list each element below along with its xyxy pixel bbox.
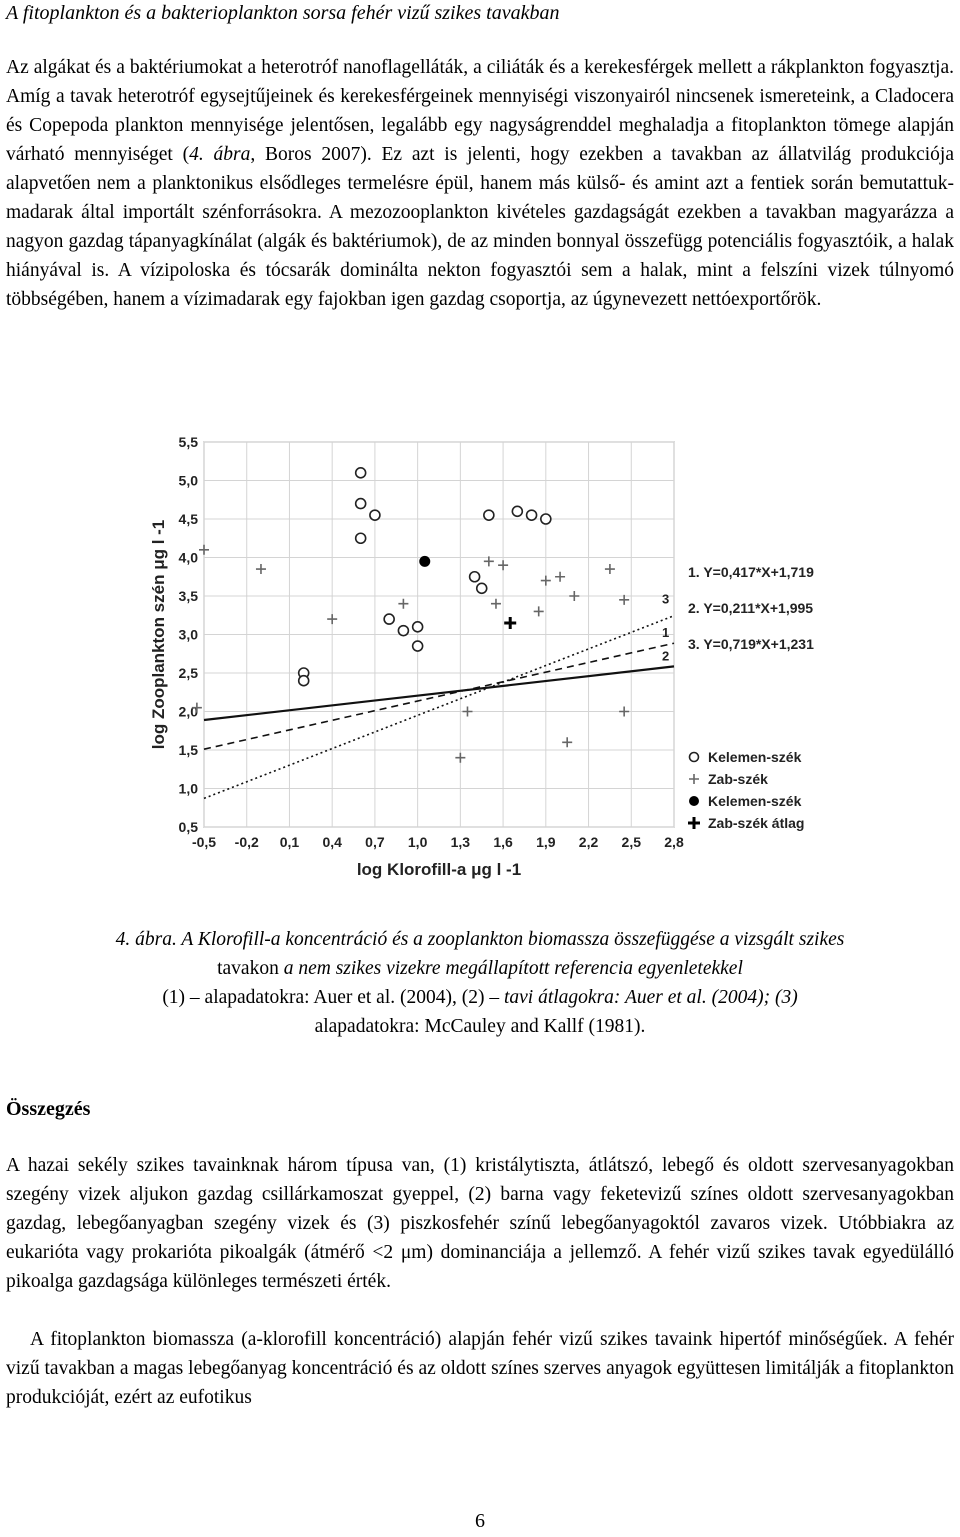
- caption-text-f: alapadatokra: McCauley and Kallf (1981).: [314, 1016, 646, 1037]
- summary-heading: Összegzés: [6, 1098, 91, 1120]
- intro-paragraph: [6, 53, 954, 314]
- line-number-1: 1: [662, 625, 670, 641]
- x-tick-label: 2,2: [578, 834, 599, 850]
- data-point-kelemen: [484, 510, 494, 520]
- caption-line-2: [0, 954, 960, 983]
- data-point-kelemen: [413, 622, 423, 632]
- y-tick-label: 0,5: [178, 819, 198, 835]
- data-point-kelemen: [299, 676, 309, 686]
- y-tick-label: 4,5: [178, 511, 198, 527]
- y-tick-label: 3,0: [178, 626, 198, 643]
- line-number-2: 2: [662, 648, 670, 664]
- data-point-kelemen: [356, 533, 366, 543]
- data-point-kelemen: [512, 506, 522, 516]
- intro-text-b: , Boros 2007). Ez azt is jelenti, hogy ezekben a tavakban az állatvilág produkciója alapvetően nem a planktonikus elsődleges termelésre épül, hanem más külső- és amint azt a fentiek során bemutattuk- madarak által importált szénforrásokra. A mezozooplankton kivételes gazdagságát ezekben a tavakban magyarázza a nagyon gazdag tápanyagkínálat (algák és baktériumok), de az minden bonnyal összefügg potenciális fogyasztóik, a halak hiányával is. A vízipoloska és tócsarák dominálta nekton fogyasztói sem a halak, mint a felszíni vizek túlnyomó többségében, hanem a vízimadarak egy fajokban igen gazdag csoportja, az úgynevezett nettóexportőrök.: [6, 144, 955, 310]
- x-tick-label: 0,1: [279, 834, 300, 850]
- y-tick-label: 5,0: [178, 472, 198, 489]
- data-point-kelemen: [398, 626, 408, 636]
- caption-label: 4. ábra.: [115, 929, 177, 950]
- legend-label: Zab-szék: [708, 771, 768, 787]
- data-point-kelemen: [356, 499, 366, 509]
- legend-marker-open-circle: [690, 753, 699, 762]
- data-point-kelemen: [470, 572, 480, 582]
- caption-text-d: (1) – alapadatokra: Auer et al. (2004), (2) –: [162, 987, 504, 1008]
- x-tick-label: 0,4: [322, 834, 342, 850]
- y-tick-label: 4,0: [178, 549, 198, 566]
- x-tick-label: 2,8: [664, 834, 684, 850]
- legend-marker-filled-circle: [689, 796, 699, 806]
- data-point-kelemen: [384, 614, 394, 624]
- x-tick-label: 1,0: [407, 834, 428, 850]
- caption-text-e: tavi átlagokra: Auer et al. (2004); (3): [503, 987, 798, 1008]
- y-tick-label: 5,5: [178, 434, 198, 450]
- y-tick-label: 1,0: [178, 780, 198, 797]
- data-point-kelemen: [370, 510, 380, 520]
- caption-line-1: [0, 925, 960, 954]
- x-tick-label: 0,7: [365, 834, 385, 850]
- figure-reference: 4. ábra: [189, 144, 251, 165]
- scatter-chart: [140, 432, 840, 892]
- caption-line-4: [0, 1012, 960, 1041]
- data-point-kelemen: [477, 583, 487, 593]
- y-tick-label: 2,5: [178, 665, 198, 681]
- y-tick-label: 3,5: [178, 588, 198, 604]
- regression-label-1: 1. Y=0,417*X+1,719: [688, 564, 814, 580]
- summary-paragraph-2: A fitoplankton biomassza (a-klorofill koncentráció) alapján fehér vizű szikes tavaink hipertóf minőségűek. A fehér vizű tavakban a magas lebegőanyag koncentráció és az oldott színes szerves anyagok együttesen limitálják a fitoplankton produkcióját, ezért az eufotikus: [6, 1329, 954, 1408]
- legend-marker-cross: [689, 774, 699, 784]
- legend-label: Kelemen-szék: [708, 749, 802, 765]
- caption-line-3: [0, 983, 960, 1012]
- figure-caption: [0, 925, 960, 1041]
- legend-label: Kelemen-szék: [708, 793, 802, 809]
- legend-label: Zab-szék átlag: [708, 815, 805, 831]
- x-tick-label: 1,9: [536, 834, 556, 850]
- y-tick-label: 2,0: [178, 703, 198, 720]
- regression-label-3: 3. Y=0,719*X+1,231: [688, 636, 814, 652]
- x-tick-label: 1,6: [493, 834, 513, 850]
- data-point-kelemen: [527, 510, 537, 520]
- legend-marker-bold-cross: [688, 817, 700, 829]
- y-tick-label: 1,5: [178, 742, 198, 758]
- intro-text-a: Az algákat és a baktériumokat a heterotróf nanoflagelláták, a ciliáták és a kerekesférgek mellett a rákplankton fogyasztja. Amíg a tavak heterotróf egysejtűjeinek és kerekesférgeinek mennyiségi viszonyairól nincsenek ismereteink, a Cladocera és Copepoda plankton mennyisége jelentősen, legalább egy nagyságrenddel meghaladja a fitoplankton tömege alapján várható mennyiséget (: [6, 57, 954, 165]
- data-point-kelemen: [541, 514, 551, 524]
- x-tick-label: 2,5: [621, 834, 642, 850]
- x-tick-label: -0,2: [234, 834, 259, 850]
- caption-text-c: a nem szikes vizekre megállapított referencia egyenletekkel: [283, 958, 743, 979]
- summary-paragraph-1: A hazai sekély szikes tavainknak három típusa van, (1) kristálytiszta, átlátszó, lebegő és oldott szervesanyagokban szegény vizek aljukon gazdag csillárkamoszat gyeppel, (2) barna vagy feketevizű színes oldott szervesanyagokban gazdag, lebegőanyagban szegény vizek és (3) piszkosfehér színű lebegőanyagoktól zavaros vizek. Utóbbiakra az eukarióta vagy prokarióta pikoalgák (átmérő <2 μm) dominanciája a jellemző. A fehér vizű szikes tavak egyedülálló pikoalga gazdagsága különleges természeti érték.: [6, 1155, 954, 1292]
- caption-text-a: A Klorofill-a koncentráció és a zooplankton biomassza összefüggése a vizsgált szikes: [176, 929, 845, 950]
- line-number-3: 3: [662, 591, 670, 607]
- data-point-kelemen-average: [419, 556, 430, 567]
- page-number: 6: [475, 1510, 485, 1532]
- x-tick-label: 1,3: [450, 834, 471, 850]
- x-tick-label: -0,5: [191, 834, 217, 850]
- data-point-kelemen: [413, 641, 423, 651]
- x-axis-label: log Klorofill-a μg l -1: [356, 860, 522, 879]
- data-point-kelemen: [356, 468, 366, 478]
- regression-label-2: 2. Y=0,211*X+1,995: [688, 600, 814, 616]
- caption-text-b: tavakon: [217, 958, 284, 979]
- section-title: A fitoplankton és a bakterioplankton sorsa fehér vizű szikes tavakban: [6, 2, 560, 24]
- y-axis-label: log Zooplankton szén μg l -1: [149, 519, 168, 750]
- figure-4: [140, 432, 840, 892]
